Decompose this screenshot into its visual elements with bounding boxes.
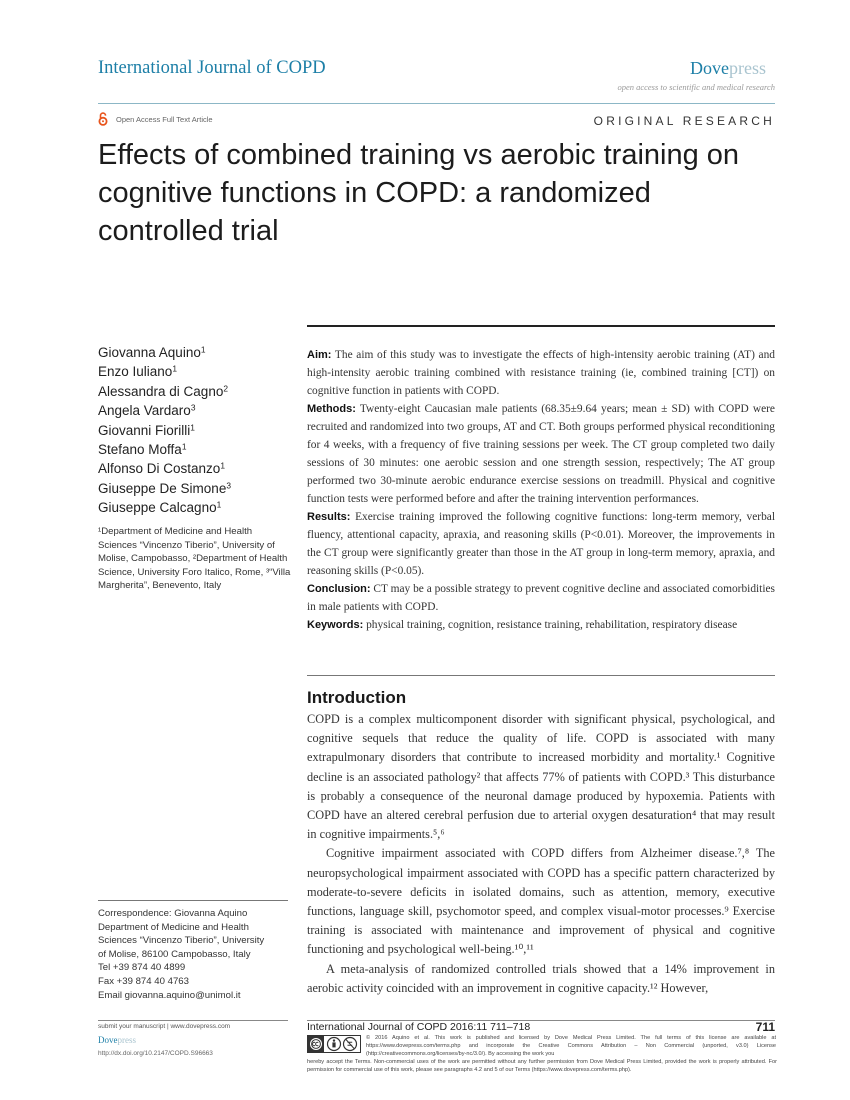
license-text: © 2016 Aquino et al. This work is published and licensed by Dove Medical Press Limited. The full terms of this license are available at https://www.dovepress.com/terms.php and incorporate the Creative Commons Attribution – Non Commercial (unported, v3.0) License (http://creativecommons.org/licenses/by-nc/3.0/). By accessing the work you xyxy=(366,1035,776,1057)
abstract xyxy=(307,346,775,634)
author-name: Enzo Iuliano$^1$ xyxy=(98,363,177,380)
publisher-logo xyxy=(690,58,766,79)
open-access-lock-icon xyxy=(98,112,108,126)
introduction-paragraph: A meta-analysis of randomized controlled trials showed that a 14% improvement in aerobic activity coincided with an improvement in cognitive capacity.¹² However, xyxy=(307,961,775,995)
abstract-top-rule xyxy=(307,325,775,327)
license-text-continued: hereby accept the Terms. Non-commercial uses of the work are permitted without any further permission from Dove Medical Press Limited, provided the work is properly attributed. For permission for commercial use of this work, please see paragraphs 4.2 and 5 of our Terms (https://www.dovepress.com/terms.php). xyxy=(307,1059,777,1073)
footer-publisher-logo: Dovepress xyxy=(98,1035,136,1045)
author-name: Stefano Moffa$^1$ xyxy=(98,441,187,458)
introduction-heading: Introduction xyxy=(307,688,407,707)
correspondence-line: Sciences “Vincenzo Tiberio”, University xyxy=(98,935,265,947)
abstract-conclusion: Conclusion: CT may be a possible strategy to prevent cognitive decline and associated comorbidities in male patients with COPD. xyxy=(307,583,775,613)
journal-name: International Journal of COPD xyxy=(98,58,326,78)
correspondence-block xyxy=(98,907,293,1002)
correspondence-line: Department of Medicine and Health xyxy=(98,921,249,933)
correspondence-line: Correspondence: Giovanna Aquino xyxy=(98,908,248,919)
author-name: Giuseppe De Simone$^3$ xyxy=(98,480,231,496)
introduction-rule xyxy=(307,675,775,676)
creative-commons-badge-icon[interactable] xyxy=(307,1035,361,1053)
author-name: Angela Vardaro$^3$ xyxy=(98,402,196,419)
publisher-logo-part1: Dove xyxy=(690,58,729,78)
publisher-tagline: open access to scientific and medical research xyxy=(617,82,775,92)
author-name: Giuseppe Calcagno$^1$ xyxy=(98,499,222,516)
author-name: Giovanna Aquino$^1$ xyxy=(98,344,206,360)
header-divider xyxy=(98,103,775,104)
introduction-paragraph: COPD is a complex multicomponent disorder with significant physical, psychological, and cognitive sequels that reduce the quality of life. COPD is associated with many extrapulmonary disorders that contribute to increased morbidity and mortality.¹ Cognitive decline is an associated pathology² that affects 77% of patients with COPD.³ This disturbance is probably a consequence of the neuronal damage produced by hypoxemia. Patients with COPD have an altered cerebral perfusion due to arterial oxygen desaturation⁴ that may result in cognitive impairments.⁵,⁶ xyxy=(307,712,775,842)
correspondence-line: Tel +39 874 40 4899 xyxy=(98,962,186,974)
introduction-body xyxy=(307,710,775,998)
correspondence-rule xyxy=(98,900,288,901)
correspondence-email[interactable]: Email giovanna.aquino@unimol.it xyxy=(98,989,241,1001)
footer-left-rule xyxy=(98,1020,288,1021)
abstract-methods: Methods: Twenty-eight Caucasian male patients (68.35±9.64 years; mean ± SD) with COPD were recruited and randomized into two groups, AT and CT. Both groups performed physical reconditioning for 4 weeks, with a frequency of five training sessions per week. The CT group completed two daily sessions of 30 minutes: one aerobic session and one strength session, respectively; The AT group performed two 30-minute aerobic endurance exercise sessions on treadmill. Physical and cognitive function tests were performed before and after the training intervention performances. xyxy=(307,403,775,505)
author-name: Giovanni Fiorilli$^1$ xyxy=(98,422,195,438)
submit-manuscript-link[interactable]: submit your manuscript | www.dovepress.com xyxy=(98,1023,231,1030)
abstract-aim: Aim: The aim of this study was to investigate the effects of high-intensity aerobic training (AT) and high-intensity aerobic training combined with resistance training (ie, combined training [CT]) on cognitive function in patients with COPD. xyxy=(307,349,775,397)
author-list xyxy=(98,343,231,518)
correspondence-line: of Molise, 86100 Campobasso, Italy xyxy=(98,948,251,960)
introduction-paragraph: Cognitive impairment associated with COPD differs from Alzheimer disease.⁷,⁸ The neuropsychological impairment associated with COPD has a specific pattern characterized by moderate-to-severe deficits in isolated domains, such as attention, memory, executive functions, language skill, psychomotor speed, and complex visual-motor processes.⁹ Exercise training is associated with maintenance and improvement of physical and cognitive functioning and psychological well-being.¹⁰,¹¹ xyxy=(307,846,775,957)
article-title: Effects of combined training vs aerobic training on cognitive functions in COPD: a randomized controlled trial xyxy=(98,139,740,247)
affiliations: ¹Department of Medicine and Health Sciences “Vincenzo Tiberio”, University of Molise, Campobasso, ²Department of Health Science, University Foro Italico, Rome, ³“Villa Margherita”, Benevento, Italy xyxy=(98,526,291,591)
publisher-logo-part2: press xyxy=(729,58,766,78)
doi-link[interactable]: http://dx.doi.org/10.2147/COPD.S96663 xyxy=(98,1050,213,1057)
page-number: 711 xyxy=(755,1020,775,1034)
abstract-keywords: Keywords: physical training, cognition, resistance training, rehabilitation, respiratory disease xyxy=(307,619,738,631)
article-type: ORIGINAL RESEARCH xyxy=(593,114,775,128)
abstract-results: Results: Exercise training improved the following cognitive functions: long-term memory, verbal fluency, attentional capacity, apraxia, and reasoning skills (P<0.01). Moreover, the improvements in the CT group were significantly greater than those in the AT group in long-term memory, apraxia, and reasoning skills (P<0.05). xyxy=(307,511,775,577)
citation-line: International Journal of COPD 2016:11 711–718 xyxy=(307,1021,531,1033)
author-name: Alessandra di Cagno$^2$ xyxy=(98,383,228,399)
author-name: Alfonso Di Costanzo$^1$ xyxy=(98,460,225,477)
correspondence-line: Fax +39 874 40 4763 xyxy=(98,975,189,987)
open-access-label: Open Access Full Text Article xyxy=(116,115,213,124)
